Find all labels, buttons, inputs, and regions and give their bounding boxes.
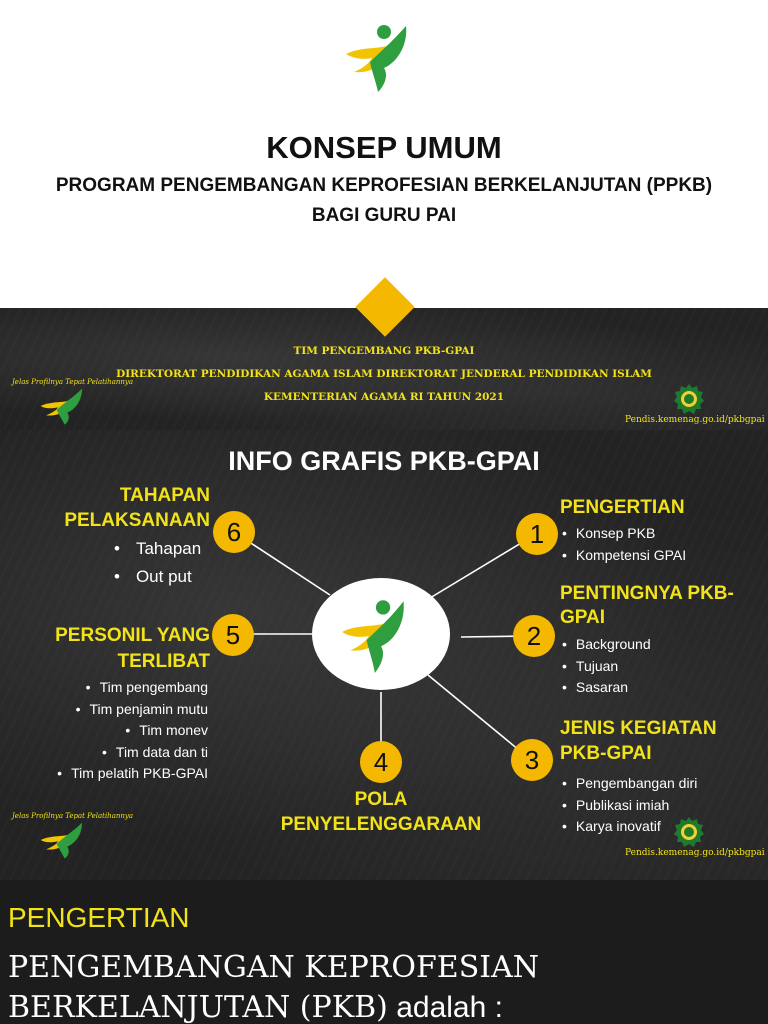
list-item: • Tahapan <box>114 535 201 563</box>
definition-line-1: PENGEMBANGAN KEPROFESIAN <box>8 950 540 985</box>
heading-jenis-1: JENIS KEGIATAN <box>560 718 717 739</box>
team-line: TIM PENGEMBANG PKB-GPAI <box>293 345 475 357</box>
list-item: • Background <box>562 634 651 656</box>
list-item: • Tim penjamin mutu <box>20 699 208 721</box>
directorate-line: DIREKTORAT PENDIDIKAN AGAMA ISLAM DIREKTORAT JENDERAL PENDIDIKAN ISLAM <box>116 368 652 380</box>
heading-personil-2: TERLIBAT <box>117 651 210 672</box>
list-item: • Kompetensi GPAI <box>562 545 686 567</box>
ppkb-logo-small <box>38 386 94 426</box>
tagline: Jelas Profilnya Tepat Pelatihannya <box>12 378 134 386</box>
ppkb-logo-center <box>338 586 424 682</box>
number-badge-6: 6 <box>213 511 255 553</box>
list-item: • Konsep PKB <box>562 523 686 545</box>
subtitle-line-1: PROGRAM PENGEMBANGAN KEPROFESIAN BERKELANJUTAN (PPKB) <box>55 175 713 196</box>
heading-tahapan-1: TAHAPAN <box>119 485 210 506</box>
page-title: KONSEP UMUM <box>266 130 502 165</box>
infographic-title: INFO GRAFIS PKB-GPAI <box>228 446 540 476</box>
list-item: • Out put <box>114 563 201 591</box>
title-slide <box>0 0 768 308</box>
number-badge-2: 2 <box>513 615 555 657</box>
heading-pentingnya-2: GPAI <box>560 607 606 628</box>
number-badge-1: 1 <box>516 513 558 555</box>
website-link[interactable]: Pendis.kemenag.go.id/pkbgpai <box>625 848 765 858</box>
number-badge-3: 3 <box>511 739 553 781</box>
kemenag-emblem-icon <box>673 383 705 415</box>
list-item: • Tim pelatih PKB-GPAI <box>20 763 208 785</box>
list-item: • Tim pengembang <box>20 677 208 699</box>
list-item: • Tujuan <box>562 656 651 678</box>
heading-jenis-2: PKB-GPAI <box>560 743 652 764</box>
list-item: • Tim monev <box>20 720 208 742</box>
list-item: • Sasaran <box>562 677 651 699</box>
number-badge-5: 5 <box>212 614 254 656</box>
list-item: • Karya inovatif <box>562 816 697 838</box>
heading-personil-1: PERSONIL YANG <box>55 625 210 646</box>
definition-line-2: BERKELANJUTAN (PKB) adalah : <box>8 990 503 1024</box>
heading-pengertian: PENGERTIAN <box>560 497 685 518</box>
number-badge-4: 4 <box>360 741 402 783</box>
heading-pola-2: PENYELENGGARAAN <box>280 814 482 835</box>
heading-pentingnya-1: PENTINGNYA PKB- <box>560 583 734 604</box>
website-link[interactable]: Pendis.kemenag.go.id/pkbgpai <box>625 415 765 425</box>
list-item: • Pengembangan diri <box>562 773 697 795</box>
ministry-line: KEMENTERIAN AGAMA RI TAHUN 2021 <box>263 391 505 403</box>
subtitle-line-2: BAGI GURU PAI <box>311 205 457 226</box>
heading-pola-1: POLA <box>354 789 408 810</box>
ppkb-logo <box>340 16 424 96</box>
list-item: • Tim data dan ti <box>20 742 208 764</box>
heading-tahapan-2: PELAKSANAAN <box>64 510 210 531</box>
definition-heading: PENGERTIAN <box>8 902 190 933</box>
tagline: Jelas Profilnya Tepat Pelatihannya <box>12 812 134 820</box>
list-item: • Publikasi imiah <box>562 795 697 817</box>
